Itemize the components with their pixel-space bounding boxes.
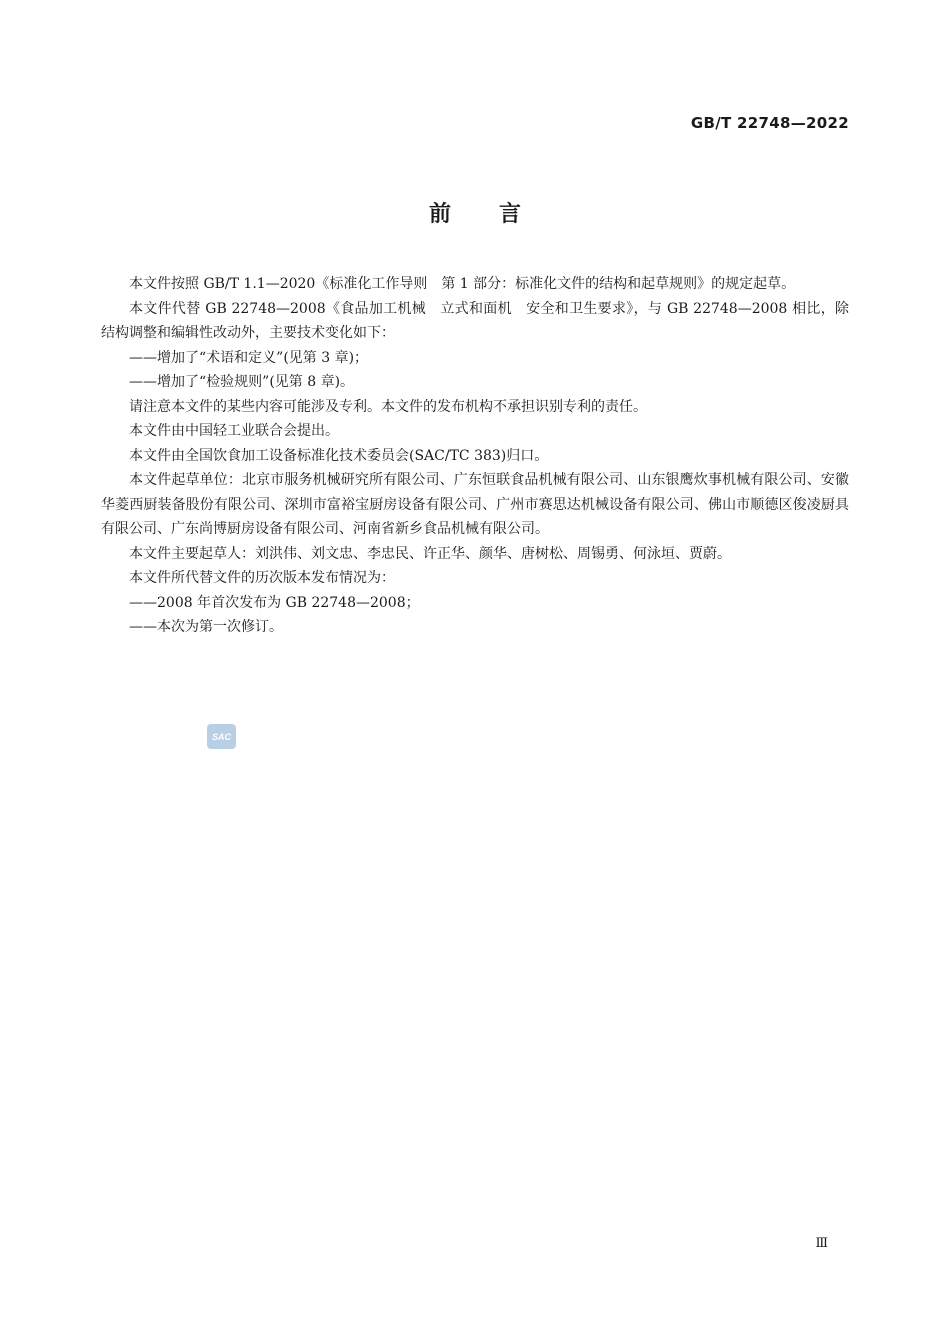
paragraph-history-intro: 本文件所代替文件的历次版本发布情况为：	[129, 570, 395, 586]
section-title: 前言	[428, 202, 569, 227]
page-number: Ⅲ	[815, 1236, 828, 1251]
paragraph-proposer: 本文件由中国轻工业联合会提出。	[129, 423, 339, 439]
document-code: GB/T 22748—2022	[690, 114, 849, 132]
sac-watermark-logo	[207, 724, 236, 749]
document-body	[101, 272, 849, 640]
paragraph-drafting-rules: 本文件按照 GB/T 1.1—2020《标准化工作导则 第 1 部分：标准化文件的结构和起草规则》的规定起草。	[129, 276, 796, 292]
paragraph-patent-notice: 请注意本文件的某些内容可能涉及专利。本文件的发布机构不承担识别专利的责任。	[129, 398, 647, 415]
list-item-history: ——2008 年首次发布为 GB 22748—2008；	[129, 594, 420, 611]
paragraph-committee: 本文件由全国饮食加工设备标准化技术委员会(SAC/TC 383)归口。	[129, 447, 549, 464]
paragraph-drafting-units: 本文件起草单位：北京市服务机械研究所有限公司、广东恒联食品机械有限公司、山东银鹰炊事机械有限公司、安徽华菱西厨装备股份有限公司、深圳市富裕宝厨房设备有限公司、广州市赛思达机械设备有限公司、佛山市顺德区俊凌厨具有限公司、广东尚博厨房设备有限公司、河南省新乡食品机械有限公司。	[101, 472, 849, 537]
paragraph-replacement: 本文件代替 GB 22748—2008《食品加工机械 立式和面机 安全和卫生要求》，与 GB 22748—2008 相比，除结构调整和编辑性改动外，主要技术变化如下：	[101, 300, 849, 341]
list-item-history: ——本次为第一次修订。	[129, 619, 283, 635]
paragraph-drafters: 本文件主要起草人：刘洪伟、刘文忠、李忠民、许正华、颜华、唐树松、周锡勇、何泳垣、贾蔚。	[129, 545, 731, 562]
list-item-change: ——增加了“术语和定义”(见第 3 章)；	[129, 349, 369, 366]
list-item-change: ——增加了“检验规则”(见第 8 章)。	[129, 374, 355, 390]
svg-text:SAC: SAC	[211, 732, 232, 742]
